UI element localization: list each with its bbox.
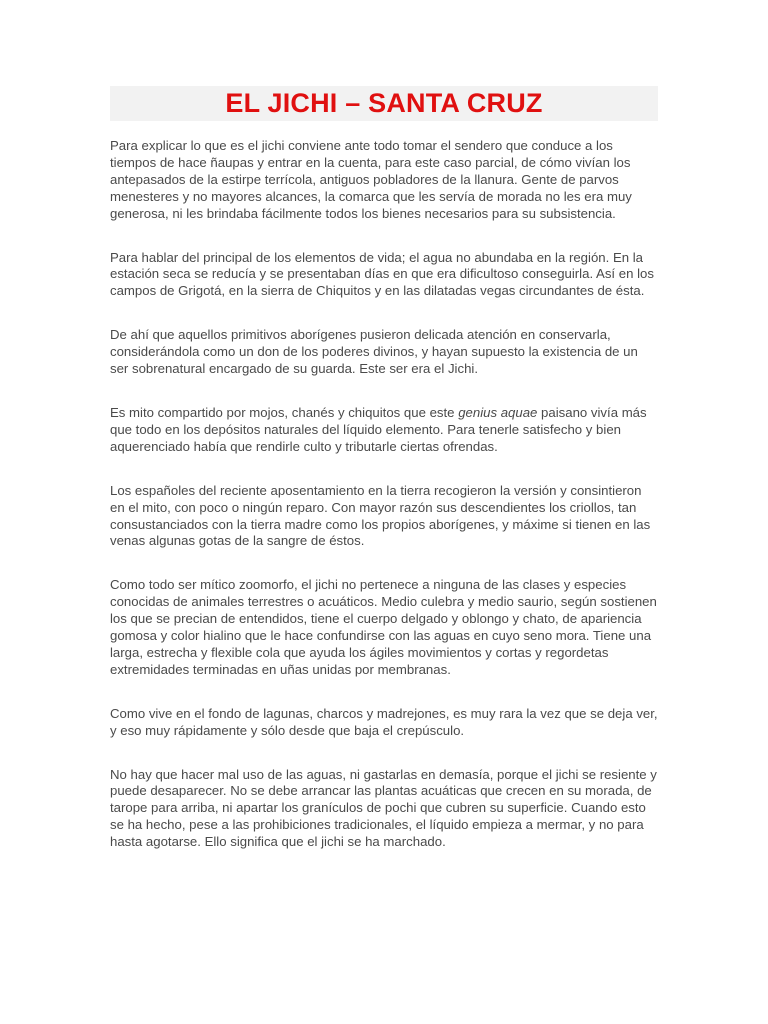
- paragraph-2: Para hablar del principal de los elementos de vida; el agua no abundaba en la región. En la estación seca se reducía y se presentaban días en que era dificultoso conseguirla. Así en los campos de Grigotá, en la sierra de Chiquitos y en las dilatadas vegas circundantes de ésta.: [110, 249, 654, 299]
- document-title: EL JICHI – SANTA CRUZ: [225, 88, 543, 118]
- paragraph-3: De ahí que aquellos primitivos aborígenes pusieron delicada atención en conservarla, considerándola como un don de los poderes divinos, y hayan supuesto la existencia de un ser sobrenatural encargado de su guarda. Este ser era el Jichi.: [110, 327, 638, 377]
- document-page: [110, 86, 658, 878]
- paragraph-5: Los españoles del reciente aposentamiento en la tierra recogieron la versión y consintieron en el mito, con poco o ningún reparo. Con mayor razón sus descendientes los criollos, tan consustanciados con la tierra madre como los propios aborígenes, y máxime si tienen en las venas algunas gotas de la sangre de éstos.: [110, 482, 651, 549]
- paragraph-4-lead: Es mito compartido por mojos, chanés y chiquitos que este: [110, 404, 459, 420]
- title-banner: [110, 86, 658, 121]
- paragraph-4: [110, 405, 658, 456]
- paragraph-6: Como todo ser mítico zoomorfo, el jichi no pertenece a ninguna de las clases y especies conocidas de animales terrestres o acuáticos. Medio culebra y medio saurio, según sostienen los que se precian de entendidos, tiene el cuerpo delgado y oblongo y chato, de apariencia gomosa y color hialino que le hace confundirse con las aguas en cuyo seno mora. Tiene una larga, estrecha y flexible cola que ayuda los ágiles movimientos y cortas y regordetas extremidades terminadas en uñas unidas por membranas.: [110, 577, 657, 677]
- paragraph-4-rest: paisano vivía más que todo en los depósitos naturales del líquido elemento. Para tenerle satisfecho y bien aquerenciado había que rendirle culto y tributarle ciertas ofrendas.: [110, 404, 647, 454]
- paragraph-8: No hay que hacer mal uso de las aguas, ni gastarlas en demasía, porque el jichi se resiente y puede desaparecer. No se debe arrancar las plantas acuáticas que crecen en su morada, de tarope para arriba, ni apartar los granículos de pochi que cubren su superficie. Cuando esto se ha hecho, pese a las prohibiciones tradicionales, el líquido empieza a mermar, y no para hasta agotarse. Ello significa que el jichi se ha marchado.: [110, 766, 657, 850]
- paragraph-7: Como vive en el fondo de lagunas, charcos y madrejones, es muy rara la vez que se deja ver, y eso muy rápidamente y sólo desde que baja el crepúsculo.: [110, 705, 658, 738]
- paragraph-4-italic-term: genius aquae: [458, 404, 538, 420]
- paragraph-1: Para explicar lo que es el jichi conviene ante todo tomar el sendero que conduce a los tiempos de hace ñaupas y entrar en la cuenta, para este caso parcial, de cómo vivían los antepasados de la estirpe terrícola, antiguos pobladores de la llanura. Gente de parvos menesteres y no mayores alcances, la comarca que les servía de morada no les era muy generosa, ni les brindaba fácilmente todos los bienes necesarios para su subsistencia.: [110, 138, 632, 221]
